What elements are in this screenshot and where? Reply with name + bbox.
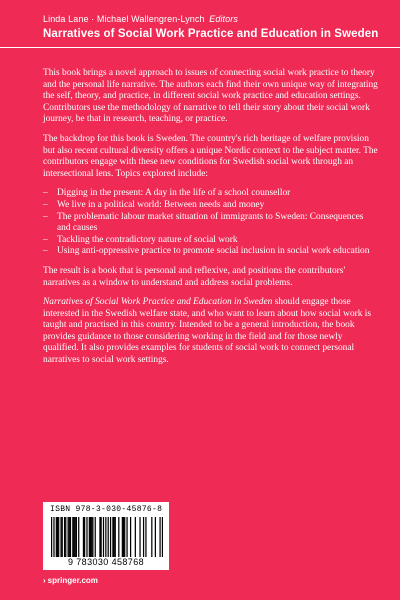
- topic-item: – We live in a political world: Between needs and money: [43, 200, 378, 212]
- isbn-label: ISBN 978-3-030-45876-8: [50, 505, 163, 514]
- topic-item: – The problematic labour market situation of immigrants to Sweden: Consequences and causes: [43, 212, 378, 235]
- blurb-paragraph-3: The result is a book that is personal and reflexive, and positions the contributors' narratives as a window to understand and address social problems.: [43, 265, 346, 288]
- barcode-bar: [110, 517, 111, 557]
- barcode-bar: [130, 517, 131, 557]
- barcode-bar: [143, 517, 144, 557]
- blurb-paragraph-2: The backdrop for this book is Sweden. The country's rich heritage of welfare provision but also recent cultural diversity offers a unique Nordic context to the subject matter. The contributors engage with these new conditions for Swedish social work through an intersectional lens. Topics explored include:: [43, 133, 378, 179]
- blurb-paragraph-4-text: should engage those interested in the Swedish welfare state, and who want to learn about how social work is taught and practised in this country. Intended to be a general introduction, the book provides guidance to those considering working in the field and for those newly qualified. It also provides examples for students of social work to connect personal narratives to social work settings.: [43, 297, 372, 366]
- barcode-bar: [91, 517, 92, 557]
- barcode-bar: [75, 517, 76, 557]
- publisher-link[interactable]: [43, 576, 98, 585]
- barcode-bar: [122, 517, 123, 557]
- topic-item: – Tackling the contradictory nature of social work: [43, 235, 378, 247]
- publisher-url: springer.com: [47, 576, 98, 585]
- italic-book-title: Narratives of Social Work Practice and Education in Sweden: [43, 297, 273, 308]
- barcode-bar: [139, 517, 140, 557]
- barcode-digits: 9 783030 458768: [67, 557, 145, 567]
- barcode-bar: [126, 517, 127, 557]
- topic-item: – Using anti-oppressive practice to promote social inclusion in social work education: [43, 246, 378, 258]
- barcode-bar: [89, 517, 90, 557]
- header-divider: [0, 47, 400, 48]
- cover-header: [0, 0, 400, 47]
- barcode-bar: [95, 517, 96, 557]
- barcode-bar: [84, 517, 85, 557]
- barcode-bar: [78, 517, 79, 557]
- barcode-bars: [51, 517, 163, 557]
- barcode-bar: [57, 517, 58, 557]
- barcode-bar: [105, 517, 106, 557]
- book-title: Narratives of Social Work Practice and Education in Sweden: [43, 28, 379, 40]
- blurb: [43, 68, 378, 375]
- barcode-bar: [159, 517, 160, 557]
- barcode-bar: [124, 517, 125, 557]
- topics-list: [43, 188, 378, 258]
- barcode-bar: [76, 517, 77, 557]
- barcode-bar: [86, 517, 87, 557]
- editors-role: Editors: [209, 14, 238, 24]
- barcode-bar: [113, 517, 114, 557]
- barcode-bar: [145, 517, 146, 557]
- barcode-bar: [51, 517, 52, 557]
- isbn-barcode: [43, 502, 169, 570]
- barcode-bar: [108, 517, 109, 557]
- barcode-bar: [115, 517, 116, 557]
- barcode-bar: [135, 517, 136, 557]
- barcode-bar: [62, 517, 63, 557]
- barcode-bar: [58, 517, 59, 557]
- topic-item: – Digging in the present: A day in the life of a school counsellor: [43, 188, 378, 200]
- barcode-bar: [53, 517, 54, 557]
- barcode-bar: [118, 517, 119, 557]
- barcode-bar: [155, 517, 156, 557]
- barcode-bar: [60, 517, 61, 557]
- barcode-bar: [101, 517, 102, 557]
- barcode-bar: [123, 517, 124, 557]
- barcode-bar: [90, 517, 91, 557]
- barcode-bar: [65, 517, 66, 557]
- barcode-bar: [70, 517, 71, 557]
- barcode-bar: [92, 517, 93, 557]
- blurb-paragraph-1: This book brings a novel approach to issues of connecting social work practice to theory and the personal life narrative. The authors each find their own unique way of integrating the self, theory, and practice, in different social work practice and education settings. Contributors use the methodology of narrative to tell their story about their social work journey, be that in research, teaching, or practice.: [43, 68, 378, 125]
- barcode-bar: [73, 517, 74, 557]
- barcode-bar: [99, 517, 100, 557]
- barcode-bar: [69, 517, 70, 557]
- barcode-bar: [112, 517, 113, 557]
- barcode-bar: [72, 517, 73, 557]
- editor-names: Linda Lane · Michael Wallengren-Lynch: [43, 14, 205, 24]
- blurb-paragraph-4: [43, 297, 378, 367]
- barcode-bar: [64, 517, 65, 557]
- barcode-bar: [83, 517, 84, 557]
- arrow-icon: ›: [43, 576, 46, 585]
- barcode-bar: [56, 517, 57, 557]
- editors-line: [43, 14, 238, 24]
- barcode-bar: [103, 517, 104, 557]
- barcode-bar: [162, 517, 163, 557]
- barcode-bar: [68, 517, 69, 557]
- barcode-bar: [151, 517, 152, 557]
